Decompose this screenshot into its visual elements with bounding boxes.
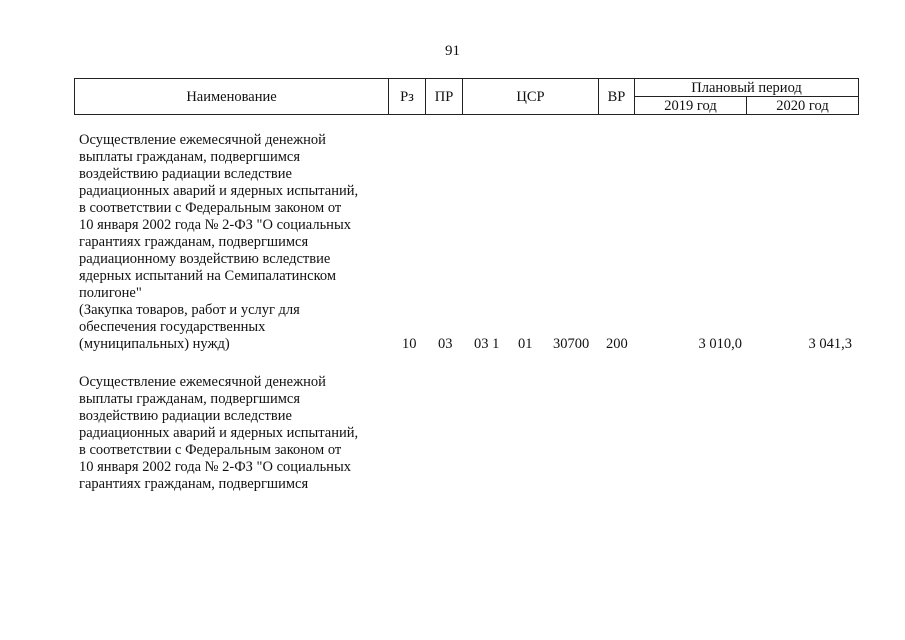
header-plan-period: Плановый период (635, 79, 859, 97)
header-csr: ЦСР (463, 79, 599, 115)
header-year-2019: 2019 год (635, 97, 747, 115)
row-name-line: (муниципальных) нужд) (79, 336, 230, 352)
header-name: Наименование (75, 79, 389, 115)
row-vr: 200 (606, 336, 628, 352)
row-name-line: выплаты гражданам, подвергшимся (79, 149, 301, 165)
header-pr: ПР (426, 79, 463, 115)
row-name-line: воздействию радиации вследствие (79, 408, 292, 424)
row-name-line: Осуществление ежемесячной денежной (79, 132, 326, 148)
row-name-line: в соответствии с Федеральным законом от (79, 200, 342, 216)
row-value-2020: 3 041,3 (808, 336, 852, 352)
row-name-line: 10 января 2002 года № 2-ФЗ "О социальных (79, 459, 351, 475)
row-name-line: 10 января 2002 года № 2-ФЗ "О социальных (79, 217, 351, 233)
table-row (79, 132, 869, 353)
row-name-line: Осуществление ежемесячной денежной (79, 374, 326, 390)
row-name-line: обеспечения государственных (79, 319, 266, 335)
row-name-line: воздействию радиации вследствие (79, 166, 292, 182)
row-name-line: радиационных аварий и ядерных испытаний, (79, 425, 359, 441)
row-name-line: радиационному воздействию вследствие (79, 251, 331, 267)
row-pr: 03 (438, 336, 453, 352)
row-name-line: гарантиях гражданам, подвергшимся (79, 234, 309, 250)
row-name-line: гарантиях гражданам, подвергшимся (79, 476, 309, 492)
row-rz: 10 (402, 336, 417, 352)
page-number: 91 (445, 43, 460, 59)
row-csr-program: 03 1 (474, 336, 500, 352)
row-name-line: полигоне" (79, 285, 142, 301)
row-csr-direction: 30700 (553, 336, 590, 352)
row-csr-subprogram: 01 (518, 336, 533, 352)
row-value-2019: 3 010,0 (698, 336, 742, 352)
table-header (74, 78, 859, 115)
header-rz: Рз (389, 79, 426, 115)
row-name (79, 374, 389, 493)
header-year-2020: 2020 год (747, 97, 859, 115)
table-row (79, 374, 869, 493)
row-name-line: выплаты гражданам, подвергшимся (79, 391, 301, 407)
row-name-line: (Закупка товаров, работ и услуг для (79, 302, 300, 318)
row-name (79, 132, 389, 353)
row-name-line: радиационных аварий и ядерных испытаний, (79, 183, 359, 199)
header-vr: ВР (599, 79, 635, 115)
row-name-line: в соответствии с Федеральным законом от (79, 442, 342, 458)
row-name-line: ядерных испытаний на Семипалатинском (79, 268, 337, 284)
